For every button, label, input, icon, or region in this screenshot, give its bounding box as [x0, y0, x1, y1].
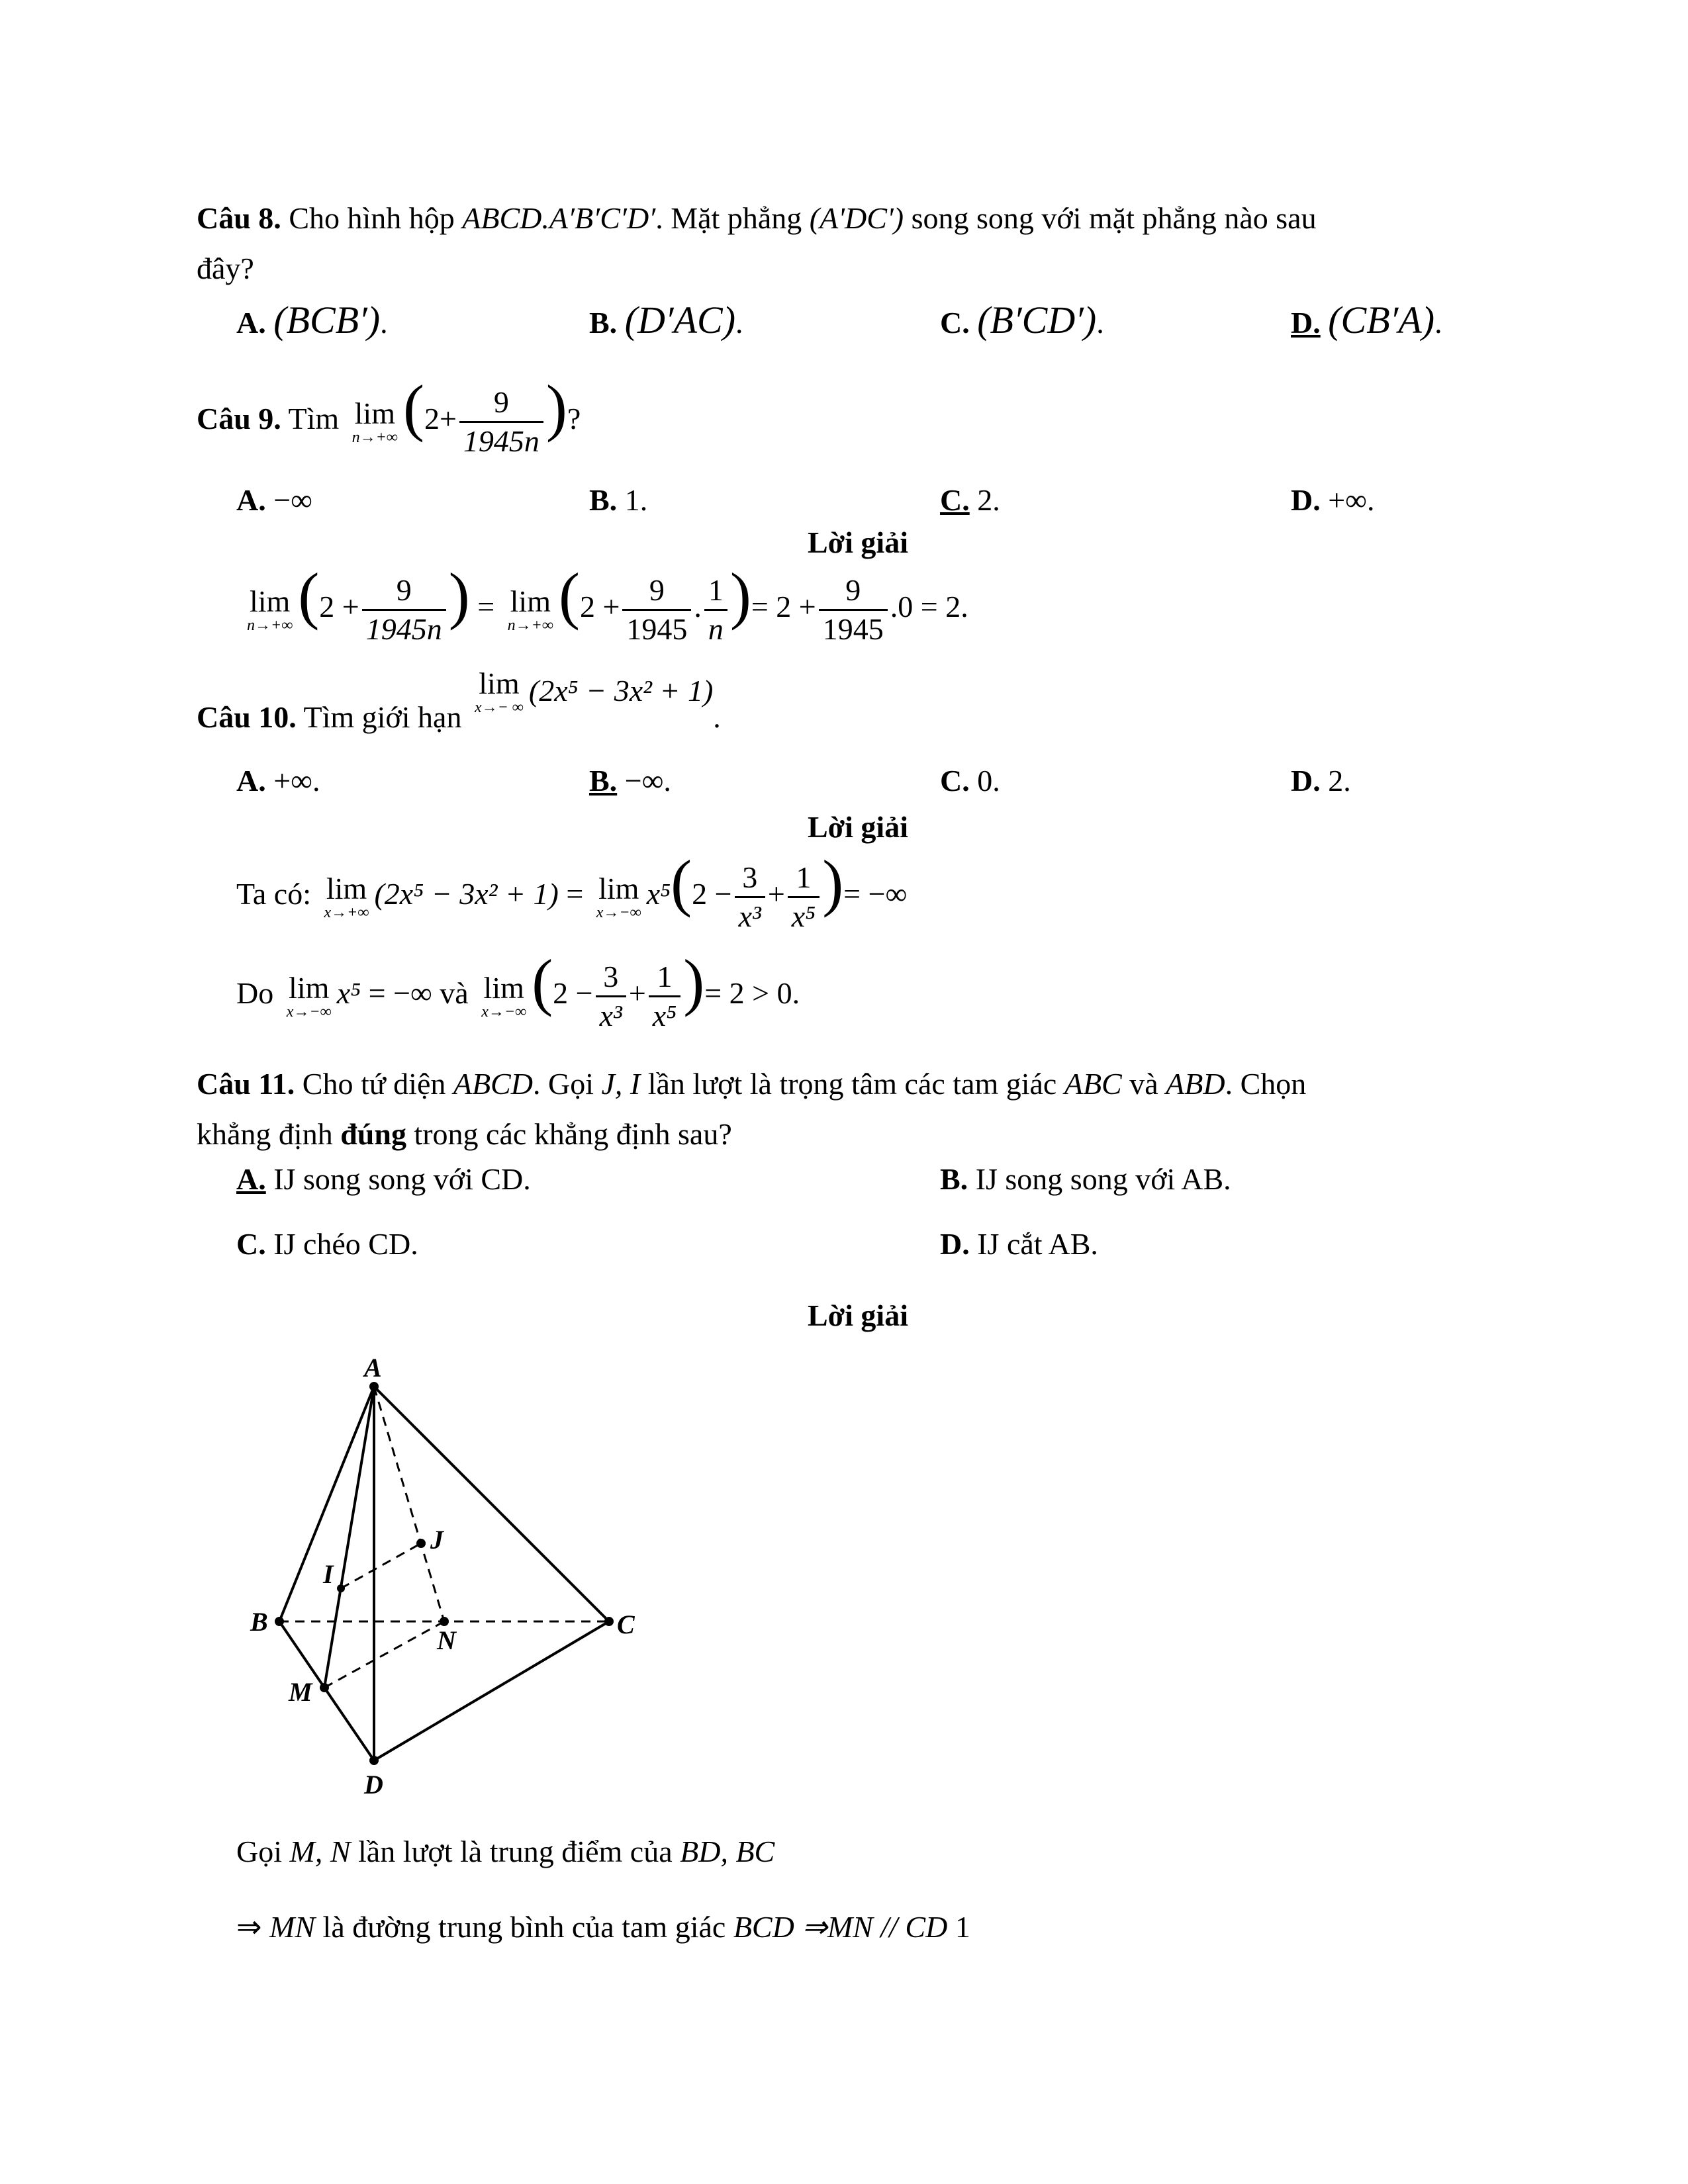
q8-box: ABCD.A′B′C′D′ [462, 201, 656, 235]
paren-open: ( [532, 946, 553, 1018]
frac-num: 9 [819, 572, 888, 611]
q10-label: Câu 10. [197, 700, 297, 734]
sol-frac-3 [704, 572, 727, 648]
sol-limit-pos [324, 871, 369, 921]
q8-option-d[interactable]: D. (CB′A). [1291, 298, 1442, 341]
q11-line2 [197, 1116, 732, 1153]
q8-option-c[interactable]: C. (B′CD′). [940, 298, 1104, 341]
q10-option-d[interactable] [1291, 762, 1351, 799]
q8-text1: Cho hình hộp [289, 201, 455, 235]
q11-tet: ABCD [453, 1067, 533, 1101]
label-B: B [250, 1607, 268, 1637]
frac-num: 9 [362, 572, 446, 611]
q9-label: Câu 9. [197, 402, 281, 436]
q9-fraction [459, 384, 543, 460]
option-key: C. [940, 483, 970, 517]
paren-open: ( [402, 372, 424, 443]
frac-num: 9 [459, 384, 543, 423]
lim-word: lim [483, 970, 524, 1005]
sol-end: .0 = 2. [890, 590, 968, 624]
q11-option-c[interactable] [236, 1226, 418, 1263]
do-end: = 2 > 0. [704, 976, 800, 1011]
q11-option-b[interactable] [940, 1161, 1231, 1198]
sol1b: M, N [289, 1835, 351, 1868]
point-C [604, 1617, 614, 1626]
lim-sub: x→−∞ [481, 1003, 527, 1021]
q8-option-a[interactable]: A. (BCB′). [236, 298, 388, 341]
q9-solution-title: Lời giải [808, 525, 908, 559]
q11-tri2: ABD [1166, 1067, 1225, 1101]
sol2c: là đường trung bình của tam giác [322, 1910, 726, 1944]
lim-word: lim [479, 666, 520, 700]
label-M: M [289, 1677, 312, 1707]
lim-word: lim [326, 871, 367, 905]
q9-option-d[interactable] [1291, 482, 1374, 519]
ta-co: Ta có: [236, 877, 312, 911]
option-value: 2. [1328, 764, 1351, 797]
sol-two: 2 + [579, 590, 620, 624]
sol1c: lần lượt là trung điểm của [358, 1835, 673, 1868]
option-value: IJ song song với CD. [273, 1162, 531, 1196]
q10-option-b[interactable] [589, 762, 671, 799]
q11-text1: Cho tứ diện [302, 1067, 446, 1101]
segment-IJ [341, 1543, 421, 1588]
q11-text3: lần lượt là trọng tâm các tam giác [647, 1067, 1057, 1101]
sol-two-minus: 2 − [692, 877, 732, 911]
q8-text2: . Mặt phẳng [655, 201, 802, 235]
sol-res: = −∞ [843, 877, 908, 911]
lim-word: lim [249, 584, 291, 618]
frac-den: 1945n [365, 612, 442, 646]
sol-x5: x⁵ [646, 877, 671, 911]
label-J: J [430, 1525, 444, 1555]
option-value: (CB′A) [1328, 298, 1435, 341]
q11-label: Câu 11. [197, 1067, 295, 1101]
frac-num: 1 [788, 859, 820, 898]
lim-sub: n→+∞ [352, 428, 398, 446]
q11-sol-line2 [236, 1909, 970, 1946]
q10-text1: Tìm giới hạn [303, 700, 462, 734]
do-res: = −∞ và [368, 976, 469, 1011]
frac-den: x⁵ [652, 999, 677, 1032]
edge-AC [374, 1387, 609, 1621]
q8-label: Câu 8. [197, 201, 281, 235]
q11-line2b: đúng [340, 1117, 406, 1151]
q10-dot: . [713, 700, 721, 734]
segment-AM [324, 1387, 374, 1688]
q10-limit [475, 668, 524, 716]
lim-sub: x→− ∞ [474, 699, 524, 716]
option-value: (D′AC) [624, 298, 736, 341]
lim-sub: n→+∞ [247, 616, 293, 634]
lim-word: lim [598, 871, 639, 905]
do-two-minus: 2 − [553, 976, 593, 1011]
sol1a: Gọi [236, 1835, 282, 1868]
q10-solution-line1 [236, 847, 908, 935]
q9-text1: Tìm [288, 402, 340, 436]
sol1d: BD, BC [680, 1835, 775, 1868]
lim-sub: n→+∞ [507, 616, 553, 634]
label-N: N [437, 1625, 456, 1655]
do-limit-2 [481, 970, 527, 1021]
sol-frac-4 [819, 572, 888, 648]
frac-den: 1945 [626, 612, 688, 646]
option-key: B. [589, 306, 618, 340]
sol-eq: = [566, 877, 584, 911]
edge-CD [374, 1621, 609, 1760]
sol-res: = 2 + [751, 590, 816, 624]
sol-frac-2 [622, 572, 691, 648]
q8-text3: song song với mặt phẳng nào sau [911, 201, 1317, 235]
sol2b: MN [269, 1910, 316, 1944]
q10-expr: (2x⁵ − 3x² + 1) [528, 674, 714, 707]
option-key: C. [940, 764, 970, 797]
q9-limit [352, 398, 398, 446]
sol-plus: + [767, 877, 785, 911]
sol-poly: (2x⁵ − 3x² + 1) [374, 877, 559, 911]
option-value: +∞. [273, 764, 320, 797]
option-value: IJ cắt AB. [977, 1227, 1098, 1261]
option-key: C. [236, 1227, 266, 1261]
paren-open: ( [671, 847, 692, 919]
lim-sub: x→−∞ [286, 1003, 332, 1021]
option-value: 0. [977, 764, 1000, 797]
q11-line2c: trong các khẳng định sau? [414, 1117, 732, 1151]
lim-word: lim [354, 396, 395, 430]
q11-text4: . Chọn [1225, 1067, 1307, 1101]
option-key: B. [940, 1162, 968, 1196]
do-x5: x⁵ [336, 976, 361, 1011]
do-frac-1x5 [649, 958, 680, 1034]
option-value: (B′CD′) [977, 298, 1097, 341]
paren-open: ( [298, 560, 320, 631]
point-J [416, 1539, 426, 1548]
q10-solution-title: Lời giải [808, 810, 908, 844]
option-key: D. [1291, 306, 1321, 340]
lim-word: lim [510, 584, 551, 618]
option-key: A. [236, 306, 266, 340]
option-key: A. [236, 764, 266, 797]
sol2d: BCD [733, 1910, 794, 1944]
frac-num: 9 [622, 572, 691, 611]
sol-limit-neg [596, 871, 641, 921]
sol-limit-2 [508, 586, 553, 634]
frac-den: x³ [599, 999, 622, 1032]
frac-num: 1 [649, 958, 680, 997]
segment-MN [324, 1621, 444, 1688]
option-value: 1. [624, 483, 648, 517]
q11-tri1: ABC [1064, 1067, 1122, 1101]
option-key: D. [1291, 483, 1321, 517]
q9-option-a[interactable] [236, 482, 312, 519]
option-value: IJ song song với AB. [975, 1162, 1231, 1196]
paren-close: ) [545, 372, 567, 443]
sol-limit-1 [247, 586, 293, 634]
tetrahedron-figure [238, 1350, 662, 1813]
label-D: D [364, 1770, 383, 1799]
q11-line2a: khẳng định [197, 1117, 333, 1151]
label-I: I [323, 1559, 334, 1589]
label-A: A [364, 1353, 382, 1383]
option-value: −∞ [273, 483, 312, 517]
paren-open: ( [558, 560, 580, 631]
lim-sub: x→−∞ [596, 903, 641, 921]
option-value: (BCB′) [273, 298, 381, 341]
point-B [275, 1617, 284, 1626]
option-value: +∞. [1328, 483, 1375, 517]
sol-frac-1x5 [788, 859, 820, 935]
option-key: D. [1291, 764, 1321, 797]
q10-option-a[interactable] [236, 762, 320, 799]
frac-den: 1945 [822, 612, 884, 646]
q9-option-c[interactable] [940, 482, 1000, 519]
option-key: D. [940, 1227, 970, 1261]
label-C: C [617, 1610, 635, 1639]
option-value: −∞. [624, 764, 671, 797]
point-N [440, 1617, 449, 1626]
frac-den: n [708, 612, 724, 646]
paren-close: ) [683, 946, 705, 1018]
sol-two: 2 + [319, 590, 359, 624]
q11-option-a[interactable] [236, 1161, 531, 1198]
q11-line1 [197, 1066, 1306, 1103]
do-plus: + [628, 976, 646, 1011]
option-key: C. [940, 306, 970, 340]
q11-option-d[interactable] [940, 1226, 1098, 1263]
point-D [369, 1756, 379, 1765]
frac-num: 3 [735, 859, 765, 898]
sol-frac-1 [362, 572, 446, 648]
option-value: 2. [977, 483, 1000, 517]
point-A [369, 1382, 379, 1391]
q8-line1 [197, 200, 1317, 237]
q8-plane: (A'DC') [809, 201, 904, 235]
option-key: B. [589, 764, 618, 797]
lim-sub: x→+∞ [324, 903, 369, 921]
q9-solution: lim n→+∞ (2 + $\frac{9}{1945n}$ ) = lim n→+∞ (2 + $\frac{9}{1945}$ . $\frac{1}{n}$ )= 2 + $\frac{9}{1945}$ .0 = 2. [242, 572, 968, 648]
q10-option-c[interactable] [940, 762, 1000, 799]
q9-option-b[interactable] [589, 482, 647, 519]
frac-num: 3 [596, 958, 626, 997]
lim-word: lim [289, 970, 330, 1005]
frac-den: x³ [738, 899, 761, 933]
q11-solution-title: Lời giải [808, 1298, 908, 1332]
sol-frac-3x3 [735, 859, 765, 935]
paren-close: ) [729, 560, 751, 631]
do-word: Do [236, 976, 274, 1011]
point-I [337, 1584, 345, 1592]
sol-eq: = [477, 590, 495, 624]
frac-den: x⁵ [791, 899, 816, 933]
do-frac-3x3 [596, 958, 626, 1034]
q9-two: 2+ [424, 402, 457, 436]
option-value: IJ chéo CD. [273, 1227, 418, 1261]
sol2f: 1 [955, 1910, 970, 1944]
q10-solution-line2 [236, 946, 800, 1034]
q11-text2: . Gọi [532, 1067, 594, 1101]
do-limit-1 [286, 970, 332, 1021]
paren-close: ) [448, 560, 470, 631]
frac-num: 1 [704, 572, 727, 611]
q9-qmark: ? [567, 402, 581, 436]
sol2e: ⇒MN // CD [802, 1910, 948, 1944]
q11-and: và [1129, 1067, 1158, 1101]
option-key: A. [236, 483, 266, 517]
q8-line2: đây? [197, 251, 254, 285]
q11-sol-line1 [236, 1833, 774, 1870]
option-key: A. [236, 1162, 266, 1196]
frac-den: 1945n [463, 424, 539, 458]
paren-close: ) [822, 847, 844, 919]
point-M [320, 1683, 329, 1692]
option-key: B. [589, 483, 618, 517]
q8-option-b[interactable]: B. (D′AC). [589, 298, 743, 341]
q11-pts: J, I [601, 1067, 641, 1101]
q9-question [197, 372, 581, 460]
q10-question [197, 666, 721, 736]
sol2a: ⇒ [236, 1910, 262, 1944]
